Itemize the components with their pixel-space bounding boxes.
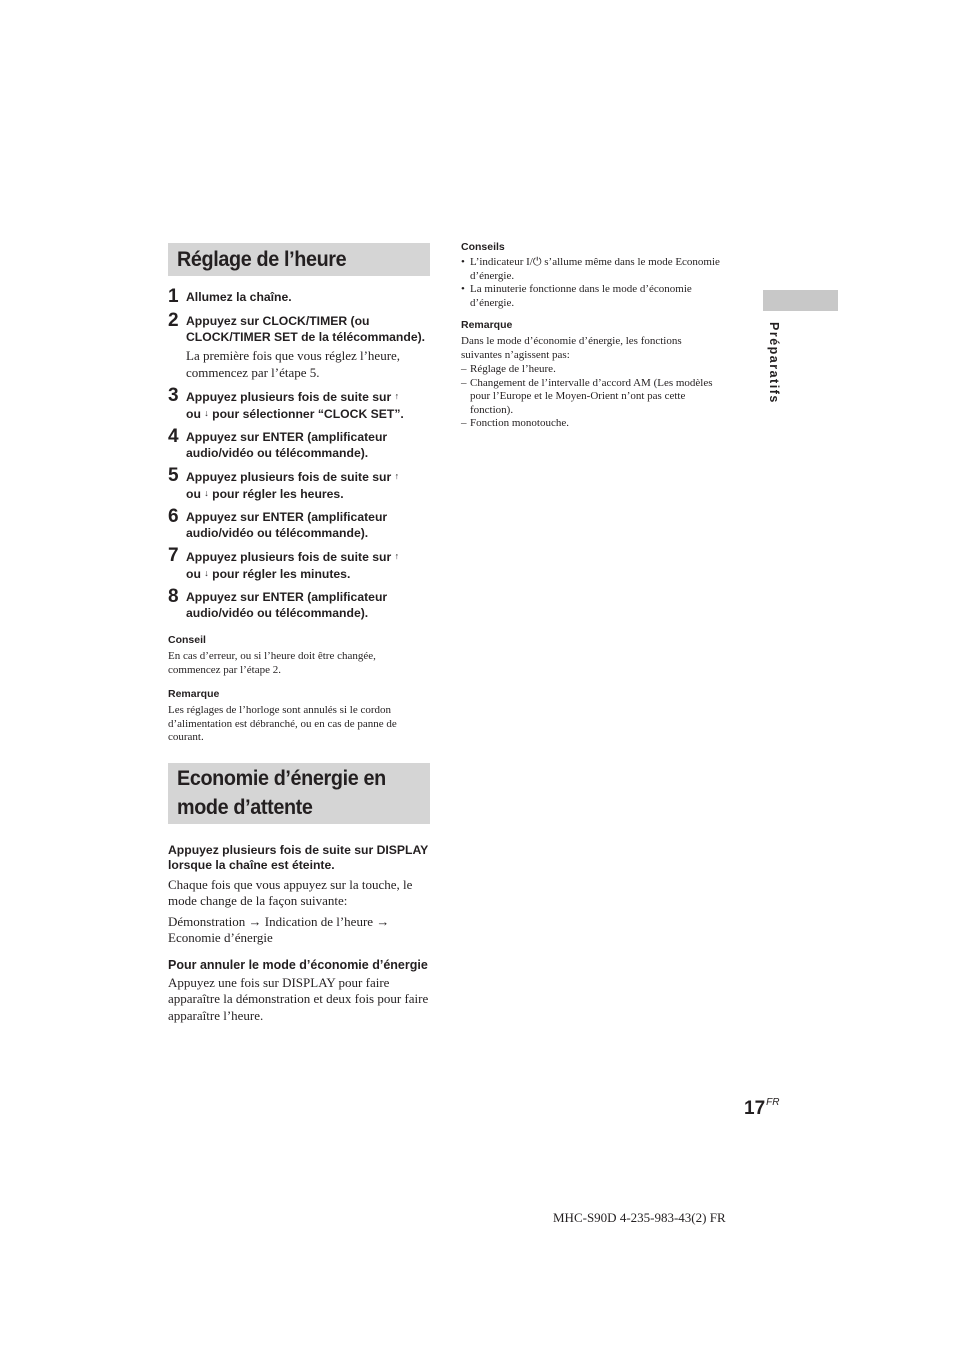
section-title-clock: Réglage de l’heure xyxy=(177,247,347,271)
power-standby-icon: I/⏻ xyxy=(526,256,542,268)
remark-list xyxy=(461,363,721,431)
list-item: – Changement de l’intervalle d’accord AM (Les modèles pour l’Europe et le Moyen-Orient n’ont pas cette fonction). xyxy=(461,376,713,416)
section-heading-clock xyxy=(168,243,430,276)
cancel-para: Appuyez une fois sur DISPLAY pour faire apparaître la démonstration et deux fois pour faire apparaître l’heure. xyxy=(168,974,429,1023)
left-column xyxy=(168,243,430,1024)
cancel-heading: Pour annuler le mode d’économie d’énergie xyxy=(168,957,428,972)
list-item: – Réglage de l’heure. xyxy=(461,363,556,375)
arrow-right-icon: → xyxy=(376,913,390,929)
step-text: Appuyez plusieurs fois de suite sur ↑ ou ↓ pour régler les minutes. xyxy=(186,550,400,581)
mode-sequence: Démonstration → Indication de l’heure → Economie d’énergie xyxy=(168,913,390,945)
step-2 xyxy=(168,310,430,381)
step-text: Appuyez sur ENTER (amplificateur audio/vidéo ou télécommande). xyxy=(186,510,388,540)
down-arrow-icon: ↓ xyxy=(204,487,209,498)
right-column xyxy=(461,241,721,431)
page-lang-suffix: FR xyxy=(766,1097,780,1108)
tip-text: En cas d’erreur, ou si l’heure doit être changée, commencez par l’étape 2. xyxy=(168,650,376,676)
note-label: Remarque xyxy=(168,688,220,700)
model-footer: MHC-S90D 4-235-983-43(2) FR xyxy=(553,1210,726,1225)
up-arrow-icon: ↑ xyxy=(394,471,400,481)
section-heading-energy xyxy=(168,763,430,824)
step-text: Appuyez sur CLOCK/TIMER (ou CLOCK/TIMER SET de la télécommande). xyxy=(186,314,426,344)
step-number: 3 xyxy=(168,385,179,406)
up-arrow-icon: ↑ xyxy=(394,391,400,401)
list-item: – Fonction monotouche. xyxy=(461,417,569,429)
energy-para: Chaque fois que vous appuyez sur la touche, le mode change de la façon suivante: xyxy=(168,876,413,908)
step-text: Appuyez plusieurs fois de suite sur ↑ ou ↓ pour régler les heures. xyxy=(186,470,400,501)
tips-list xyxy=(461,256,721,310)
step-list xyxy=(168,286,430,621)
section-title-energy-line1: Economie d’énergie en xyxy=(177,766,386,790)
step-number: 7 xyxy=(168,545,179,566)
section-title-energy-line2: mode d’attente xyxy=(177,795,313,819)
step-number: 1 xyxy=(168,286,179,307)
step-number: 5 xyxy=(168,465,179,486)
down-arrow-icon: ↓ xyxy=(204,567,209,578)
step-7 xyxy=(168,545,430,582)
section-tab-marker xyxy=(763,290,838,311)
step-5 xyxy=(168,465,430,502)
step-text: Appuyez sur ENTER (amplificateur audio/vidéo ou télécommande). xyxy=(186,430,388,460)
step-number: 4 xyxy=(168,426,179,447)
note-text: Les réglages de l’horloge sont annulés si le cordon d’alimentation est débranché, ou en cas de panne de courant. xyxy=(168,704,397,743)
list-item: • L’indicateur I/⏻ s’allume même dans le mode Economie d’énergie. xyxy=(461,256,720,282)
remark-label: Remarque xyxy=(461,319,513,331)
tip-label: Conseil xyxy=(168,634,206,646)
step-text: Appuyez plusieurs fois de suite sur ↑ ou ↓ pour sélectionner “CLOCK SET”. xyxy=(186,390,404,421)
energy-instruction: Appuyez plusieurs fois de suite sur DISPLAY lorsque la chaîne est éteinte. xyxy=(168,842,429,872)
step-text: Allumez la chaîne. xyxy=(186,290,292,304)
step-3 xyxy=(168,385,430,422)
step-8 xyxy=(168,586,430,621)
list-item: • La minuterie fonctionne dans le mode d’économie d’énergie. xyxy=(461,283,692,309)
step-note: La première fois que vous réglez l’heure, commencez par l’étape 5. xyxy=(186,348,401,380)
up-arrow-icon: ↑ xyxy=(394,551,400,561)
page-number: $17^{FR}$ xyxy=(744,1097,780,1119)
step-number: 8 xyxy=(168,586,179,607)
step-4 xyxy=(168,426,430,461)
step-6 xyxy=(168,506,430,541)
down-arrow-icon: ↓ xyxy=(204,407,209,418)
step-1 xyxy=(168,286,430,307)
remark-intro: Dans le mode d’économie d’énergie, les fonctions suivantes n’agissent pas: xyxy=(461,335,682,361)
step-text: Appuyez sur ENTER (amplificateur audio/vidéo ou télécommande). xyxy=(186,590,388,620)
step-number: 2 xyxy=(168,310,179,331)
side-section-label: Préparatifs xyxy=(767,322,781,404)
arrow-right-icon: → xyxy=(248,913,262,929)
step-number: 6 xyxy=(168,506,179,527)
tips-label: Conseils xyxy=(461,241,505,253)
